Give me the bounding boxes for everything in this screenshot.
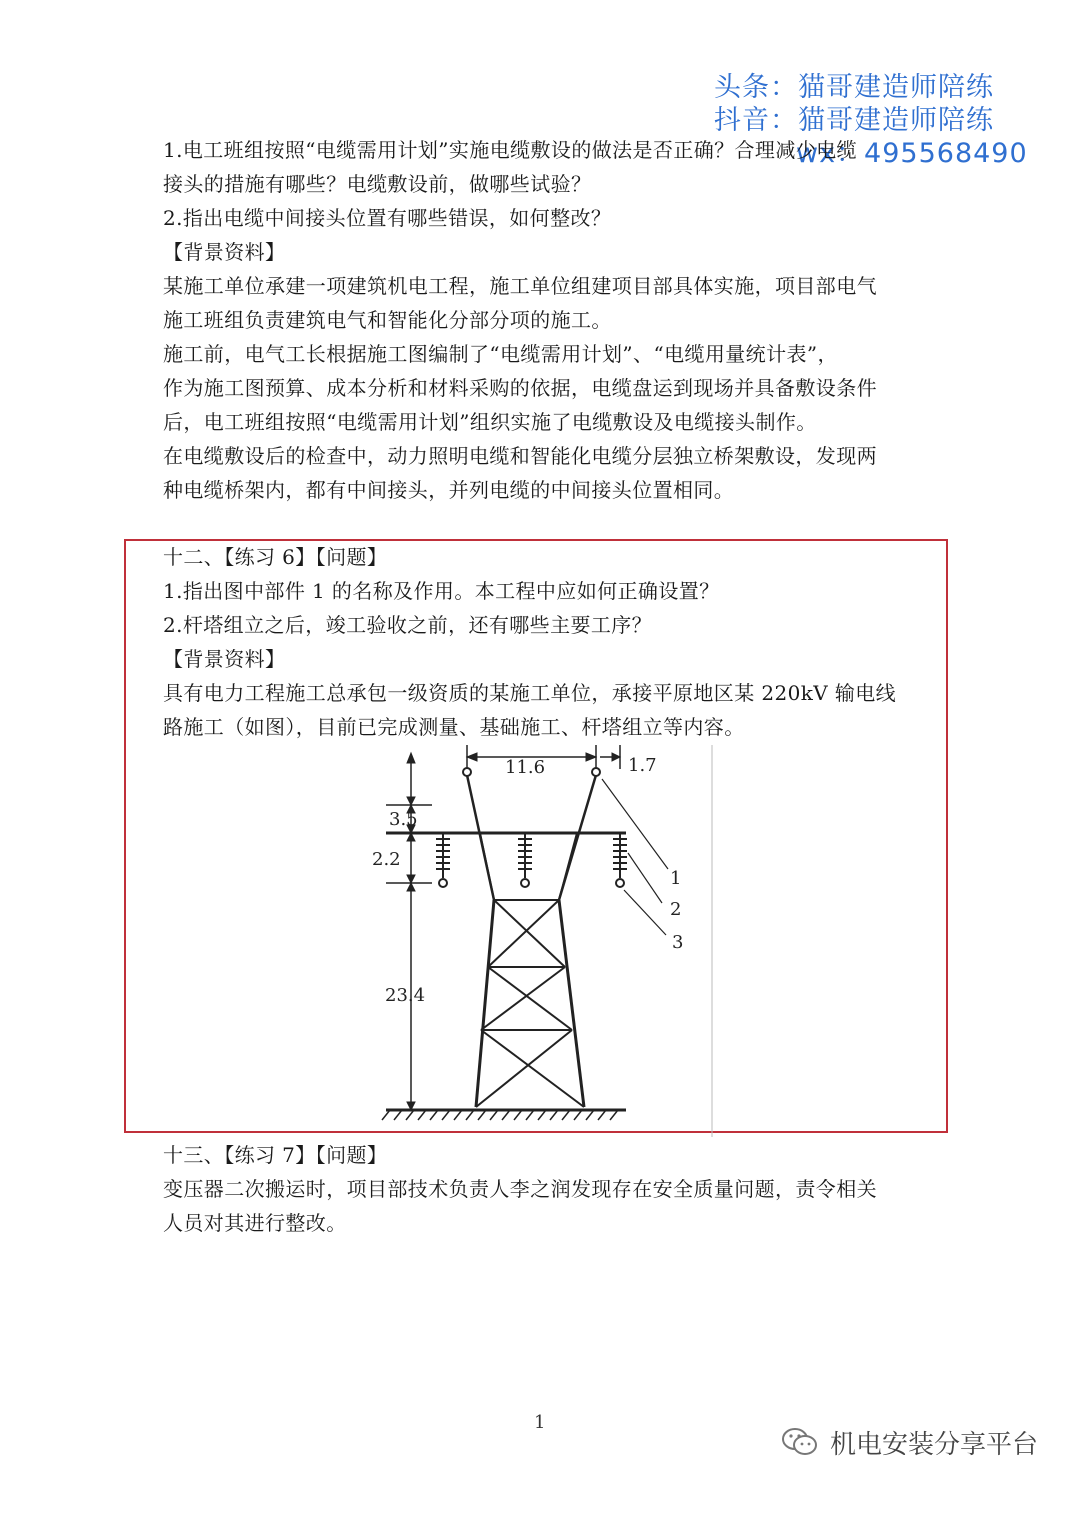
part-label-2: 2	[670, 899, 682, 920]
part-label-1: 1	[670, 868, 682, 889]
question-1-line-2: 接头的措施有哪些？电缆敷设前，做哪些试验？	[163, 172, 592, 196]
footer-brand	[780, 1420, 1038, 1464]
background-p2-line-3: 后，电工班组按照“电缆需用计划”组织实施了电缆敷设及电缆接头制作。	[163, 410, 817, 434]
background-p2-line-2: 作为施工图预算、成本分析和材料采购的依据，电缆盘运到现场并具备敷设条件	[163, 376, 877, 400]
dimension-b: 2.2	[372, 849, 401, 870]
footer-brand-name: 机电安装分享平台	[830, 1429, 1039, 1460]
section-12-background-title: 【背景资料】	[163, 647, 286, 671]
wechat-icon	[780, 1425, 820, 1459]
watermark-wechat-id: wx：495568490	[796, 138, 1028, 169]
dimension-right: 1.7	[628, 755, 657, 776]
background-p2-line-1: 施工前，电气工长根据施工图编制了“电缆需用计划”、“电缆用量统计表”，	[163, 342, 838, 366]
watermark-toutiao: 头条：猫哥建造师陪练	[714, 72, 994, 103]
section-12-background-line-2: 路施工（如图），目前已完成测量、基础施工、杆塔组立等内容。	[163, 715, 745, 739]
part-label-3: 3	[672, 932, 684, 953]
dimension-c: 23.4	[385, 985, 426, 1006]
section-13-line-1: 变压器二次搬运时，项目部技术负责人李之润发现存在安全质量问题，责令相关	[163, 1177, 877, 1201]
dimension-top: 11.6	[505, 757, 546, 778]
page-number: 1	[534, 1412, 546, 1433]
section-13-heading: 十三、【练习 7】【问题】	[163, 1143, 388, 1167]
section-12-background-line-1: 具有电力工程施工总承包一级资质的某施工单位，承接平原地区某 220kV 输电线	[163, 681, 897, 705]
section-12-question-2: 2.杆塔组立之后，竣工验收之前，还有哪些主要工序？	[163, 613, 653, 637]
watermark-douyin: 抖音：猫哥建造师陪练	[714, 105, 994, 136]
question-2: 2.指出电缆中间接头位置有哪些错误，如何整改？	[163, 206, 612, 230]
section-12-heading: 十二、【练习 6】【问题】	[163, 545, 388, 569]
dimension-a: 3.5	[389, 809, 418, 830]
transmission-tower-diagram	[372, 745, 714, 1137]
background-p1-line-1: 某施工单位承建一项建筑机电工程，施工单位组建项目部具体实施，项目部电气	[163, 274, 877, 298]
section-12-question-1: 1.指出图中部件 1 的名称及作用。本工程中应如何正确设置？	[163, 579, 720, 603]
background-p3-line-1: 在电缆敷设后的检查中，动力照明电缆和智能化电缆分层独立桥架敷设，发现两	[163, 444, 877, 468]
background-title: 【背景资料】	[163, 240, 286, 264]
background-p3-line-2: 种电缆桥架内，都有中间接头，并列电缆的中间接头位置相同。	[163, 478, 735, 502]
section-13-line-2: 人员对其进行整改。	[163, 1211, 347, 1235]
background-p1-line-2: 施工班组负责建筑电气和智能化分部分项的施工。	[163, 308, 612, 332]
question-1-line-1: 1.电工班组按照“电缆需用计划”实施电缆敷设的做法是否正确？合理减少电缆	[163, 138, 857, 162]
